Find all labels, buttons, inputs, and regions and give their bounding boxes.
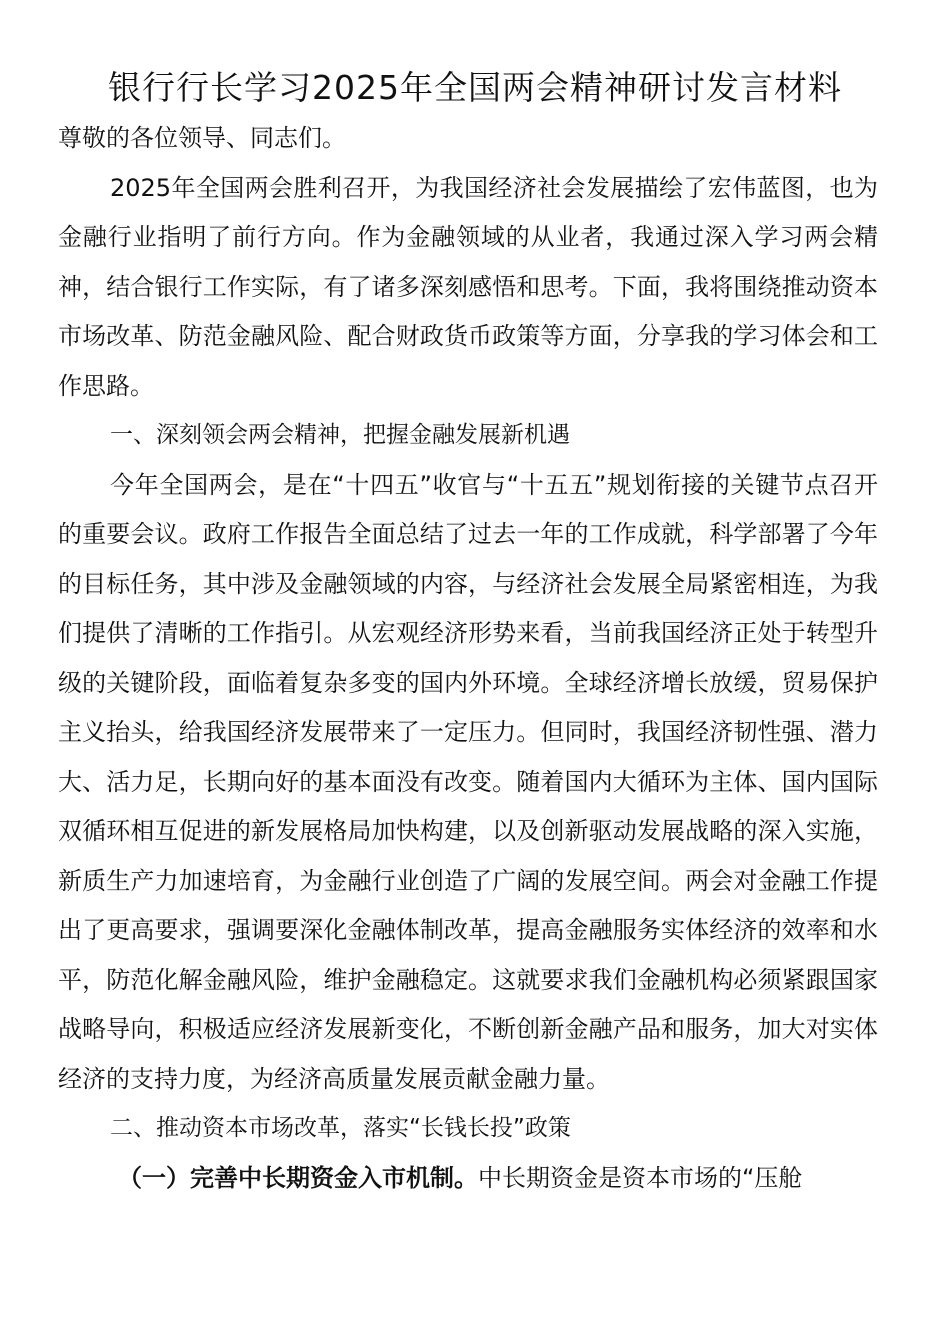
section-2-subsection-1 [58, 1154, 878, 1204]
subsection-1-label: （一）完善中长期资金入市机制。 [118, 1163, 478, 1192]
section-1-paragraph: 今年全国两会，是在“十四五”收官与“十五五”规划衔接的关键节点召开的重要会议。政府工作报告全面总结了过去一年的工作成就，科学部署了今年的目标任务，其中涉及金融领域的内容，与经济社会发展全局紧密相连，为我们提供了清晰的工作指引。从宏观经济形势来看，当前我国经济正处于转型升级的关键阶段，面临着复杂多变的国内外环境。全球经济增长放缓，贸易保护主义抬头，给我国经济发展带来了一定压力。但同时，我国经济韧性强、潜力大、活力足，长期向好的基本面没有改变。随着国内大循环为主体、国内国际双循环相互促进的新发展格局加快构建，以及创新驱动发展战略的深入实施，新质生产力加速培育，为金融行业创造了广阔的发展空间。两会对金融工作提出了更高要求，强调要深化金融体制改革，提高金融服务实体经济的效率和水平，防范化解金融风险，维护金融稳定。这就要求我们金融机构必须紧跟国家战略导向，积极适应经济发展新变化，不断创新金融产品和服务，加大对实体经济的支持力度，为经济高质量发展贡献金融力量。 [58, 470, 878, 1093]
subsection-1-text: 中长期资金是资本市场的“压舱 [478, 1163, 803, 1192]
section-1-heading: 一、深刻领会两会精神，把握金融发展新机遇 [110, 422, 570, 448]
section-2-heading: 二、推动资本市场改革，落实“长钱长投”政策 [110, 1115, 571, 1141]
intro-paragraph: 2025年全国两会胜利召开，为我国经济社会发展描绘了宏伟蓝图，也为金融行业指明了前行方向。作为金融领域的从业者，我通过深入学习两会精神，结合银行工作实际，有了诸多深刻感悟和思考。下面，我将围绕推动资本市场改革、防范金融风险、配合财政货币政策等方面，分享我的学习体会和工作思路。 [58, 173, 878, 400]
document-body [58, 114, 878, 1203]
document-title: 银行行长学习2025年全国两会精神研讨发言材料 [108, 68, 842, 107]
salutation: 尊敬的各位领导、同志们。 [58, 124, 346, 152]
